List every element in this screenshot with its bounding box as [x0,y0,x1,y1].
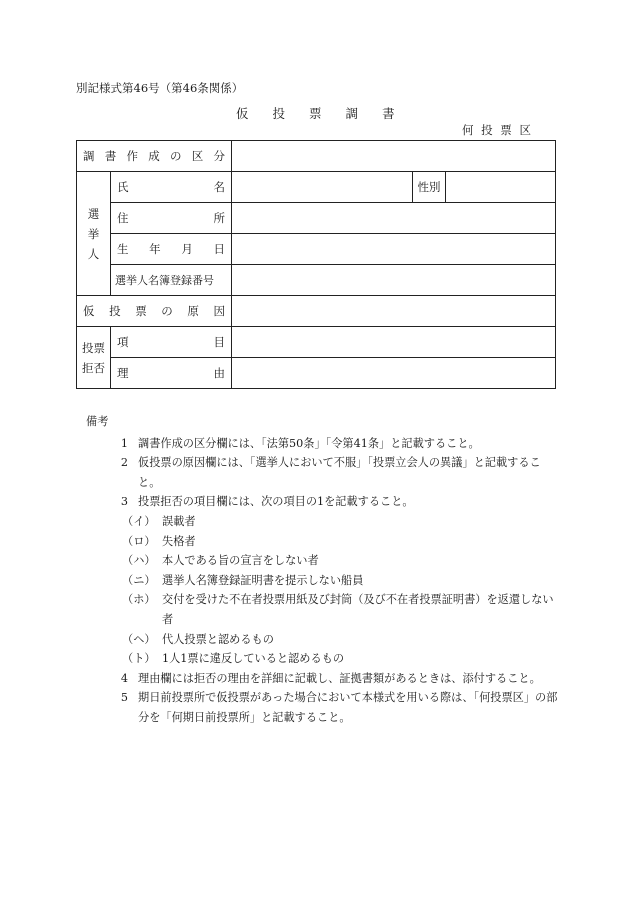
sub-item-marker: （ニ） [122,573,156,587]
note-item [76,492,558,512]
sub-item-text: 代人投票と認めるもの [162,632,274,646]
sub-item [122,630,558,650]
notes-heading: 備考 [86,415,109,428]
sub-item-marker: （ハ） [122,554,156,568]
sub-item-text: 本人である旨の宣言をしない者 [162,554,319,568]
ballot-record-table [76,140,556,389]
note-number: 5 [120,691,128,705]
sub-item-text: 選挙人名簿登録証明書を提示しない船員 [162,573,364,587]
note-text: 仮投票の原因欄には、「選挙人において不服」「投票立会人の異議」と記載すること。 [138,456,541,489]
note-number: 4 [120,671,128,685]
row-refusal-reason [77,358,556,389]
refusal-group-label: 投票 拒否 [77,327,111,389]
sub-item-marker: （イ） [122,514,156,528]
gender-field[interactable] [446,172,556,203]
cause-field[interactable] [232,296,556,327]
note-text: 理由欄には拒否の理由を詳細に記載し、証拠書類があるときは、添付すること。 [138,671,541,685]
district-label: 何 投 票 区 [462,123,533,137]
row-category [77,141,556,172]
row-cause [77,296,556,327]
gender-label: 性別 [413,172,446,203]
address-field[interactable] [232,203,556,234]
refusal-item-field[interactable] [232,327,556,358]
title-char: 書 [382,106,395,121]
note-number: 3 [120,495,128,509]
dob-field[interactable] [232,234,556,265]
title-char: 票 [309,106,322,121]
cause-label: 仮 投 票 の 原 因 [77,296,232,327]
name-label: 氏 名 [111,172,232,203]
note-number: 2 [120,456,128,470]
form-reference: 別記様式第46号（第46条関係） [76,81,244,95]
sub-item [122,551,558,571]
row-dob [77,234,556,265]
title-char: 調 [345,106,359,121]
sub-item-text: 1人1票に違反していると認めるもの [162,652,345,666]
note-text: 投票拒否の項目欄には、次の項目の1を記載すること。 [138,495,414,509]
sub-item [122,532,558,552]
sub-item [122,571,558,591]
address-label: 住 所 [111,203,232,234]
notes-section [76,412,558,728]
note-text: 期日前投票所で仮投票があった場合において本様式を用いる際は、「何投票区」の部分を「何期日前投票所」と記載すること。 [138,691,558,724]
sub-item [122,649,558,669]
title-char: 投 [272,106,286,121]
voter-group-label: 選 挙 人 [77,172,111,296]
category-label: 調 書 作 成 の 区 分 [77,141,232,172]
note-text: 調書作成の区分欄には、「法第50条」「令第41条」と記載すること。 [138,436,480,450]
note-item [76,669,558,689]
row-register-number [77,265,556,296]
refusal-item-label: 項 目 [111,327,232,358]
note-item [76,688,558,727]
refusal-reason-label: 理 由 [111,358,232,389]
sub-item-text: 誤載者 [162,514,196,528]
sub-item [122,590,558,629]
name-field[interactable] [232,172,413,203]
sub-item-marker: （ヘ） [122,632,156,646]
sub-item [122,512,558,532]
sub-item-text: 失格者 [162,534,196,548]
title-char: 仮 [236,106,249,121]
sub-item-marker: （ト） [122,652,156,666]
row-refusal-item [77,327,556,358]
category-field[interactable] [232,141,556,172]
register-number-field[interactable] [232,265,556,296]
row-address [77,203,556,234]
note-item [76,434,558,454]
row-name [77,172,556,203]
note-item [76,453,558,492]
register-number-label: 選挙人名簿登録番号 [111,265,232,296]
note-number: 1 [120,436,128,450]
sub-item-marker: （ホ） [122,593,156,607]
refusal-reason-field[interactable] [232,358,556,389]
sub-item-marker: （ロ） [122,534,156,548]
sub-item-text: 交付を受けた不在者投票用紙及び封筒（及び不在者投票証明書）を返還しない者 [162,593,554,626]
document-title [236,104,419,122]
dob-label: 生 年 月 日 [111,234,232,265]
